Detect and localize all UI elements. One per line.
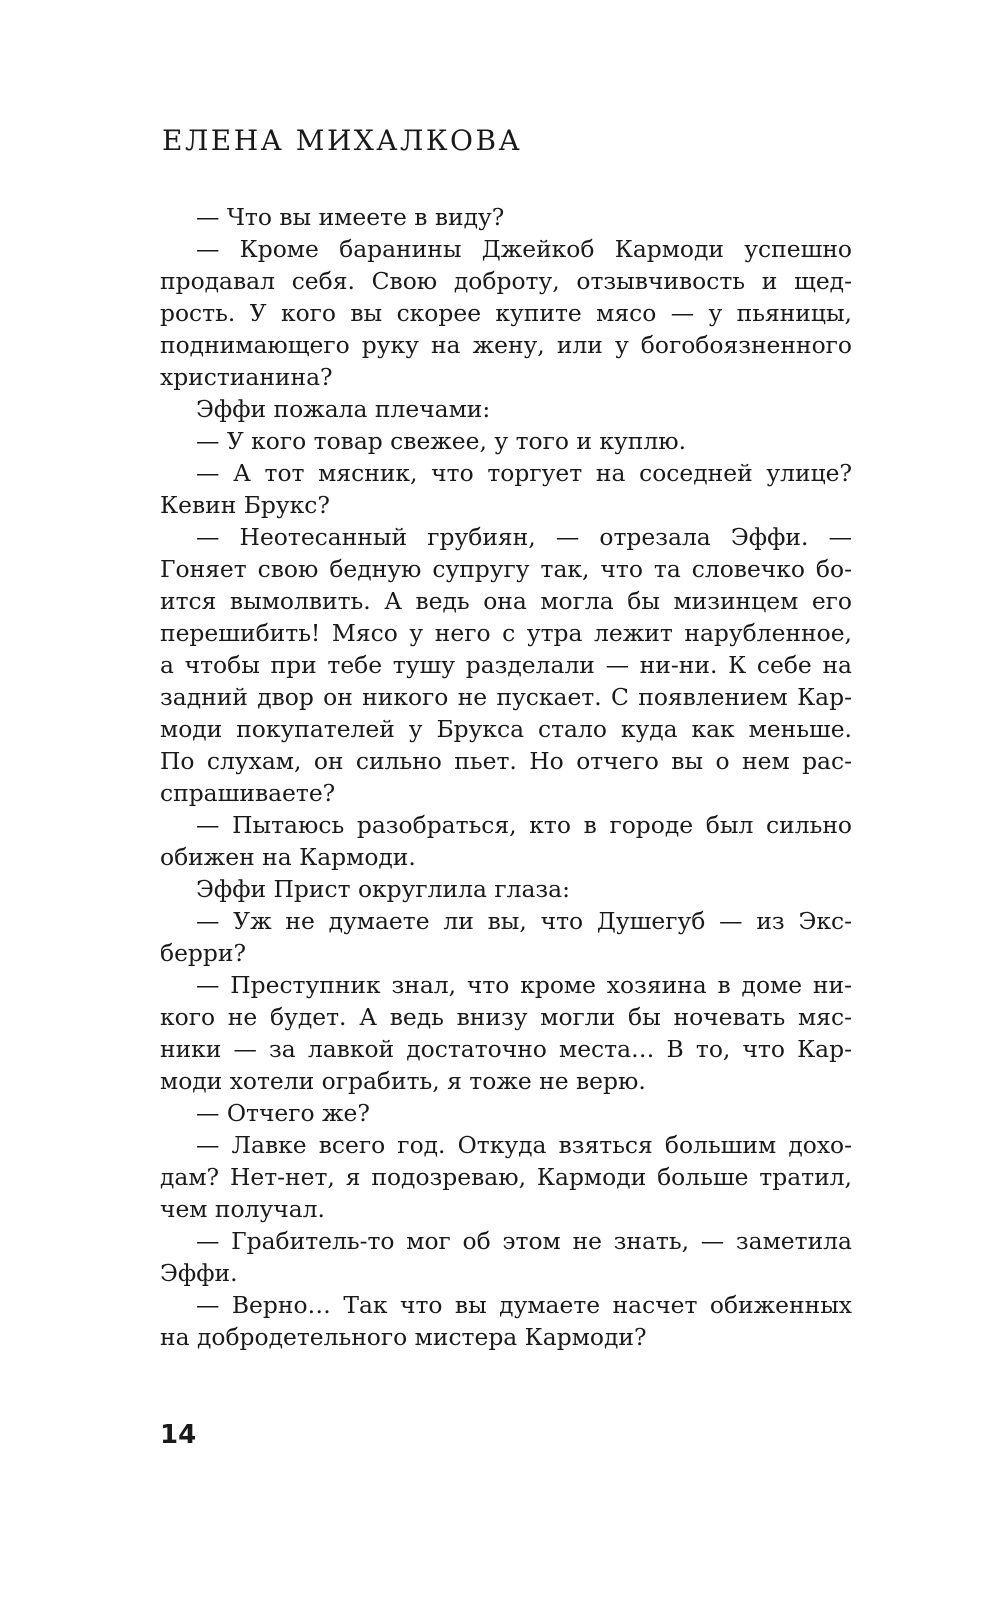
text-line: моди покупателей у Брукса стало куда как меньше. [160,715,852,743]
text-line: — Уж не думаете ли вы, что Душегуб — из Экс- [196,907,852,935]
text-line: чем получал. [160,1195,325,1223]
text-line: спрашиваете? [160,779,336,807]
running-head-author: ЕЛЕНА МИХАЛКОВА [162,124,523,157]
text-line: Кевин Брукс? [160,491,330,519]
text-line: моди хотели ограбить, я тоже не верю. [160,1067,646,1095]
text-line: задний двор он никого не пускает. С появлением Кар- [160,683,852,711]
text-line: дам? Нет-нет, я подозреваю, Кармоди больше тратил, [160,1163,852,1191]
text-line: — Грабитель-то мог об этом не знать, — заметила [196,1227,852,1255]
text-line: поднимающего руку на жену, или у богобоязненного [160,331,852,359]
text-line: христианина? [160,363,333,391]
text-line: на добродетельного мистера Кармоди? [160,1323,647,1351]
text-line: Эффи пожала плечами: [196,395,491,423]
text-line: — Пытаюсь разобраться, кто в городе был сильно [196,811,852,839]
text-line: — У кого товар свежее, у того и куплю. [196,427,687,455]
text-line: рость. У кого вы скорее купите мясо — у пьяницы, [160,299,852,327]
text-line: Эффи Прист округлила глаза: [196,875,570,903]
text-line: — Преступник знал, что кроме хозяина в доме ни- [196,971,852,999]
body-text [160,201,852,1353]
page-number: 14 [160,1420,197,1450]
text-line: — А тот мясник, что торгует на соседней улице? [196,459,852,487]
text-line: кого не будет. А ведь внизу могли бы ночевать мяс- [160,1003,852,1031]
text-line: По слухам, он сильно пьет. Но отчего вы о нем рас- [160,747,852,775]
text-line: — Отчего же? [196,1099,370,1127]
text-line: берри? [160,939,247,967]
text-line: продавал себя. Свою доброту, отзывчивость и щед- [160,267,852,295]
text-line: ится вымолвить. А ведь она могла бы мизинцем его [160,587,852,615]
text-line: а чтобы при тебе тушу разделали — ни-ни. К себе на [160,651,852,679]
text-line: — Что вы имеете в виду? [196,203,505,231]
text-line: Гоняет свою бедную супругу так, что та словечко бо- [160,555,852,583]
text-line: Эффи. [160,1259,238,1287]
text-line: — Неотесанный грубиян, — отрезала Эффи. — [196,523,852,551]
text-line: ники — за лавкой достаточно места… В то, что Кар- [160,1035,852,1063]
text-line: обижен на Кармоди. [160,843,416,871]
text-line: перешибить! Мясо у него с утра лежит нарубленное, [160,619,852,647]
text-line: — Кроме баранины Джейкоб Кармоди успешно [196,235,852,263]
text-line: — Верно… Так что вы думаете насчет обиженных [196,1291,852,1319]
text-line: — Лавке всего год. Откуда взяться большим дохо- [196,1131,852,1159]
